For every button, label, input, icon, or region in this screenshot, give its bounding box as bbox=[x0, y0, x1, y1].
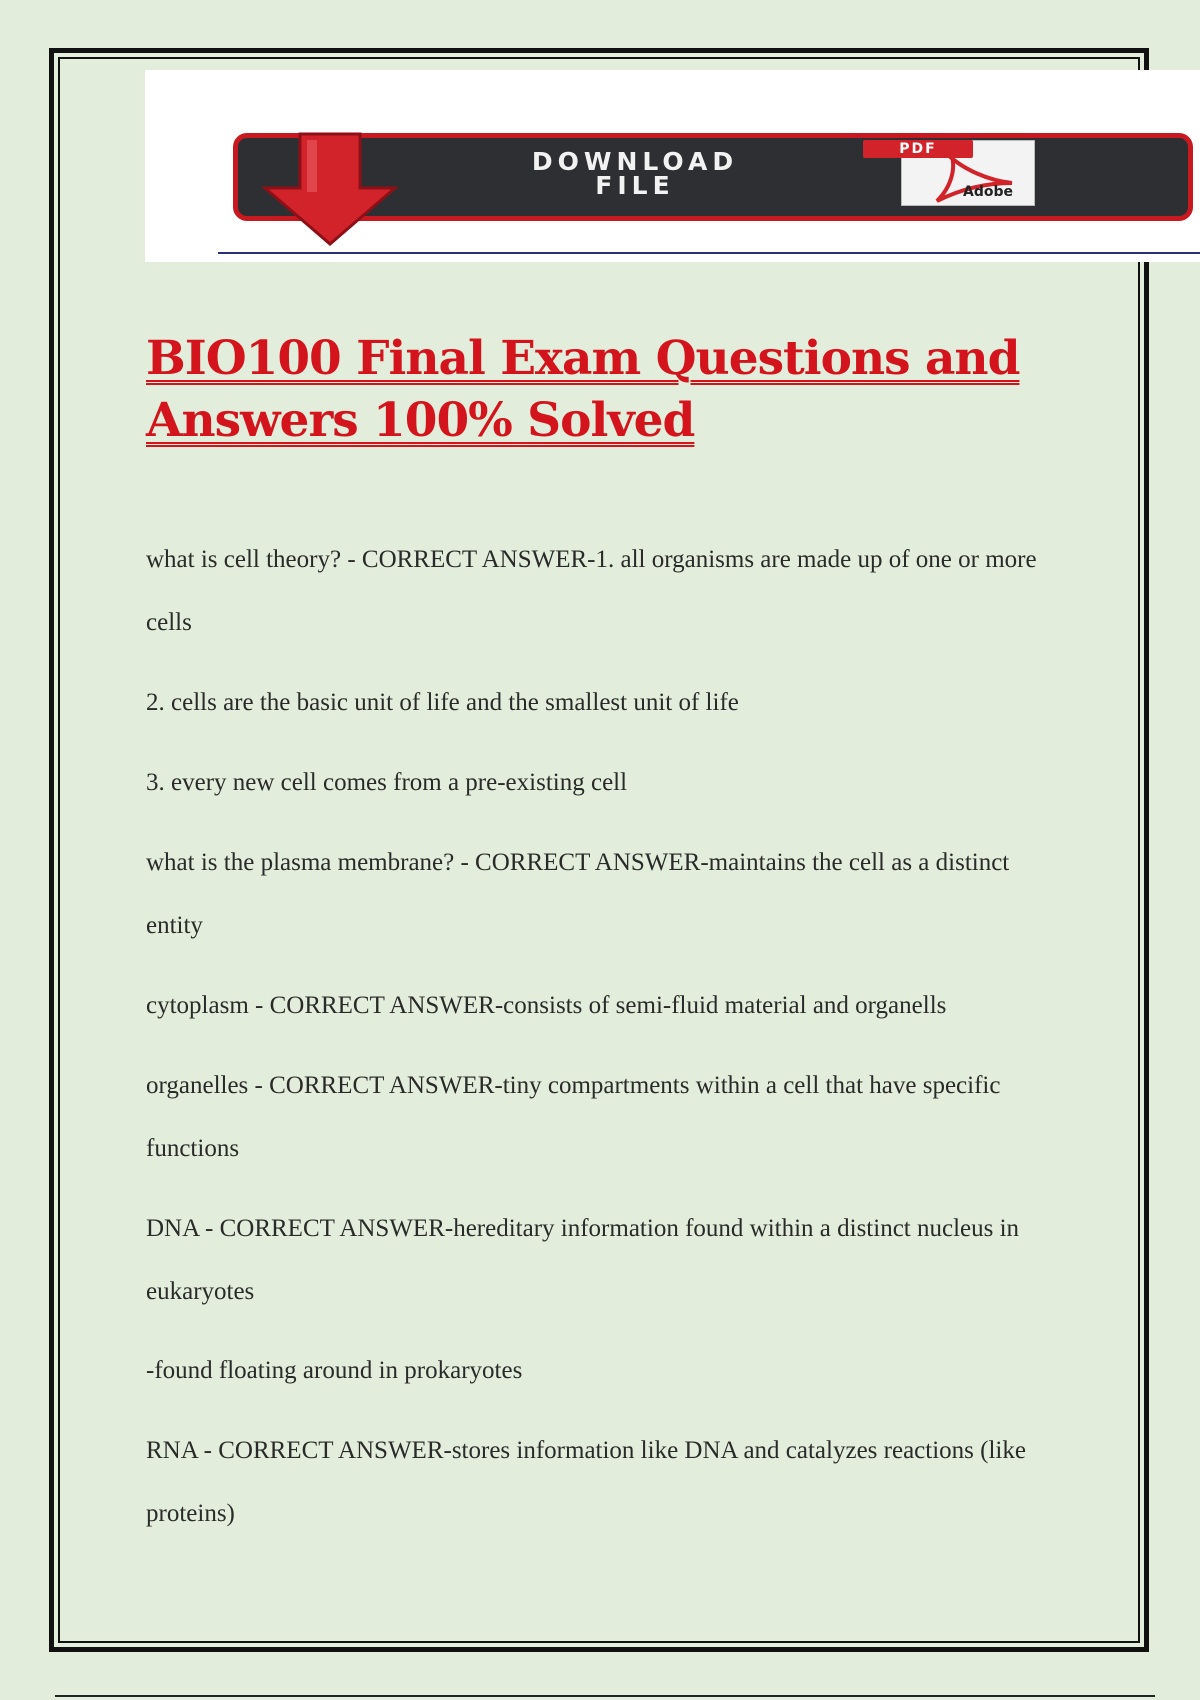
title-line-2: Answers 100% Solved bbox=[146, 393, 695, 448]
download-label-line2: FILE bbox=[595, 171, 675, 200]
qa-paragraph: -found floating around in prokaryotes bbox=[146, 1357, 523, 1384]
qa-paragraph: 2. cells are the basic unit of life and the smallest unit of life bbox=[146, 689, 739, 716]
qa-paragraph: RNA - CORRECT ANSWER-stores information like DNA and catalyzes reactions (like proteins) bbox=[146, 1437, 1026, 1527]
adobe-label: Adobe bbox=[963, 184, 1013, 200]
download-arrow-icon bbox=[255, 126, 405, 246]
qa-paragraph: DNA - CORRECT ANSWER-hereditary information found within a distinct nucleus in eukaryotes bbox=[146, 1215, 1020, 1305]
pdf-tag: PDF bbox=[863, 140, 973, 158]
bottom-divider bbox=[55, 1695, 1155, 1697]
banner-divider bbox=[218, 252, 1200, 254]
title-line-1: BIO100 Final Exam Questions and bbox=[146, 331, 1020, 386]
qa-paragraph: what is cell theory? - CORRECT ANSWER-1. all organisms are made up of one or more cells bbox=[146, 546, 1037, 636]
download-banner[interactable] bbox=[145, 70, 1200, 262]
download-label[interactable] bbox=[445, 147, 825, 200]
qa-paragraph: 3. every new cell comes from a pre-existing cell bbox=[146, 769, 628, 796]
qa-paragraph: cytoplasm - CORRECT ANSWER-consists of semi-fluid material and organells bbox=[146, 992, 947, 1019]
download-label-line1: DOWNLOAD bbox=[531, 147, 739, 176]
pdf-badge bbox=[863, 140, 1015, 200]
qa-paragraph: what is the plasma membrane? - CORRECT ANSWER-maintains the cell as a distinct entity bbox=[146, 849, 1010, 939]
page-title bbox=[146, 328, 1046, 452]
qa-paragraph: organelles - CORRECT ANSWER-tiny compartments within a cell that have specific functions bbox=[146, 1072, 1001, 1162]
